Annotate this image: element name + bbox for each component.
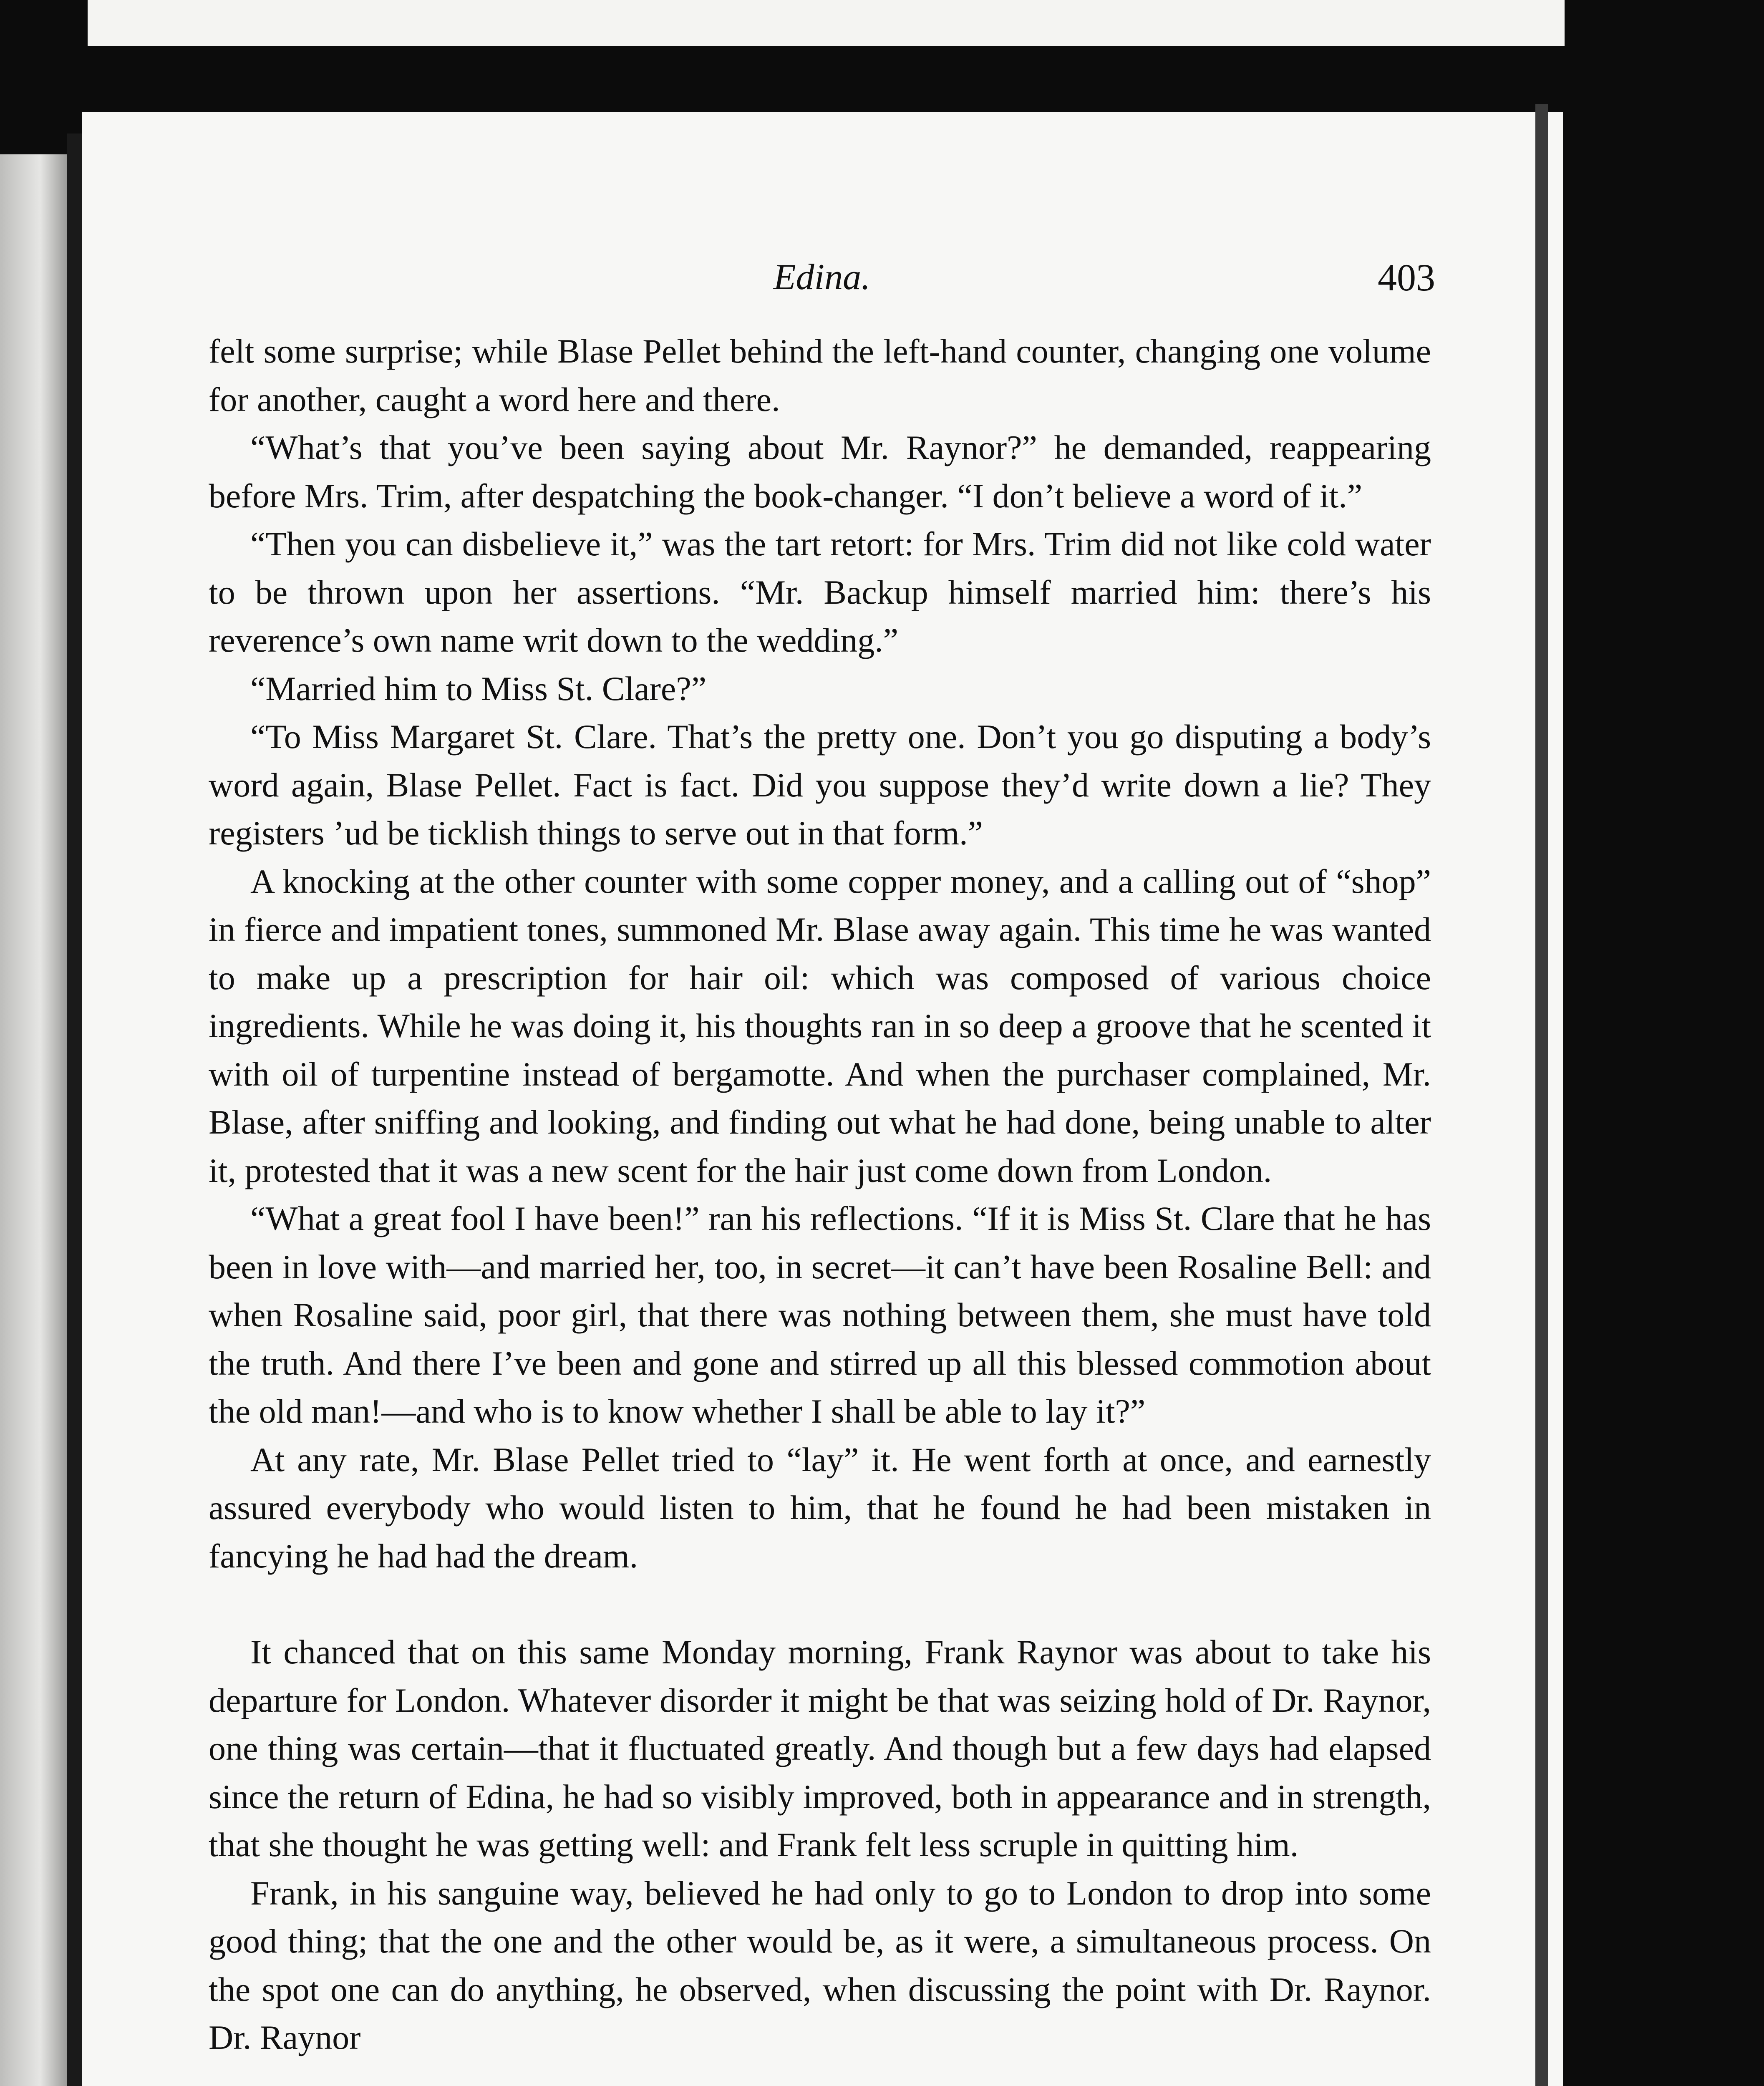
previous-page-edge [88, 0, 1565, 46]
paragraph: It chanced that on this same Monday morning, Frank Raynor was about to take his departure for London. Whatever disorder it might be that was seizing hold of Dr. Raynor, one thing was certain—that it fluctuated greatly. And though but a few days had elapsed since the return of Edina, he had so visibly improved, both in appearance and in strength, that she thought he was getting well: and Frank felt less scruple in quitting him. [209, 1633, 1431, 1864]
paragraph: “Then you can disbelieve it,” was the tart retort: for Mrs. Trim did not like cold water to be thrown upon her assertions. “Mr. Backup himself married him: there’s his reverence’s own name writ down to the wedding.” [209, 525, 1431, 659]
section-break [209, 1580, 1431, 1628]
body-text [209, 327, 1431, 2062]
paragraph: Frank, in his sanguine way, believed he had only to go to London to drop into some good thing; that the one and the other would be, as it were, a simultaneous process. On the spot one can do anything, he observed, when discussing the point with Dr. Raynor. Dr. Raynor [209, 1874, 1431, 2056]
paragraph: A knocking at the other counter with some copper money, and a calling out of “shop” in fierce and impatient tones, summoned Mr. Blase away again. This time he was wanted to make up a prescription for hair oil: which was composed of various choice ingredients. While he was doing it, his thoughts ran in so deep a groove that he scented it with oil of turpentine instead of bergamotte. And when the purchaser complained, Mr. Blase, after sniffing and looking, and finding out what he had done, being unable to alter it, protested that it was a new scent for the hair just come down from London. [209, 862, 1431, 1189]
paragraph: “To Miss Margaret St. Clare. That’s the pretty one. Don’t you go disputing a body’s word again, Blase Pellet. Fact is fact. Did you suppose they’d write down a lie? They registers ’ud be ticklish things to serve out in that form.” [209, 718, 1431, 852]
running-header [209, 254, 1435, 300]
running-title: Edina. [773, 257, 871, 297]
paragraph: “Married him to Miss St. Clare?” [250, 669, 707, 708]
paragraph: At any rate, Mr. Blase Pellet tried to “lay” it. He went forth at once, and earnestly assured everybody who would listen to him, that he found he had been mistaken in fancying he had had the dream. [209, 1440, 1431, 1575]
paragraph: felt some surprise; while Blase Pellet behind the left-hand counter, changing one volume for another, caught a word here and there. [209, 332, 1431, 418]
paragraph: “What’s that you’ve been saying about Mr. Raynor?” he demanded, reappearing before Mrs. Trim, after despatching the book-changer. “I don’t believe a word of it.” [209, 428, 1431, 515]
page-number: 403 [1378, 256, 1435, 299]
paragraph: “What a great fool I have been!” ran his reflections. “If it is Miss St. Clare that he has been in love with—and married her, too, in secret—it can’t have been Rosaline Bell: and when Rosaline said, poor girl, that there was nothing between them, she must have told the truth. And there I’ve been and gone and stirred up all this blessed commotion about the old man!—and who is to know whether I shall be able to lay it?” [209, 1199, 1431, 1430]
book-spine-shadow [67, 134, 83, 2086]
left-page-margin [0, 154, 67, 2086]
page-edge-shadow [1535, 104, 1548, 2086]
